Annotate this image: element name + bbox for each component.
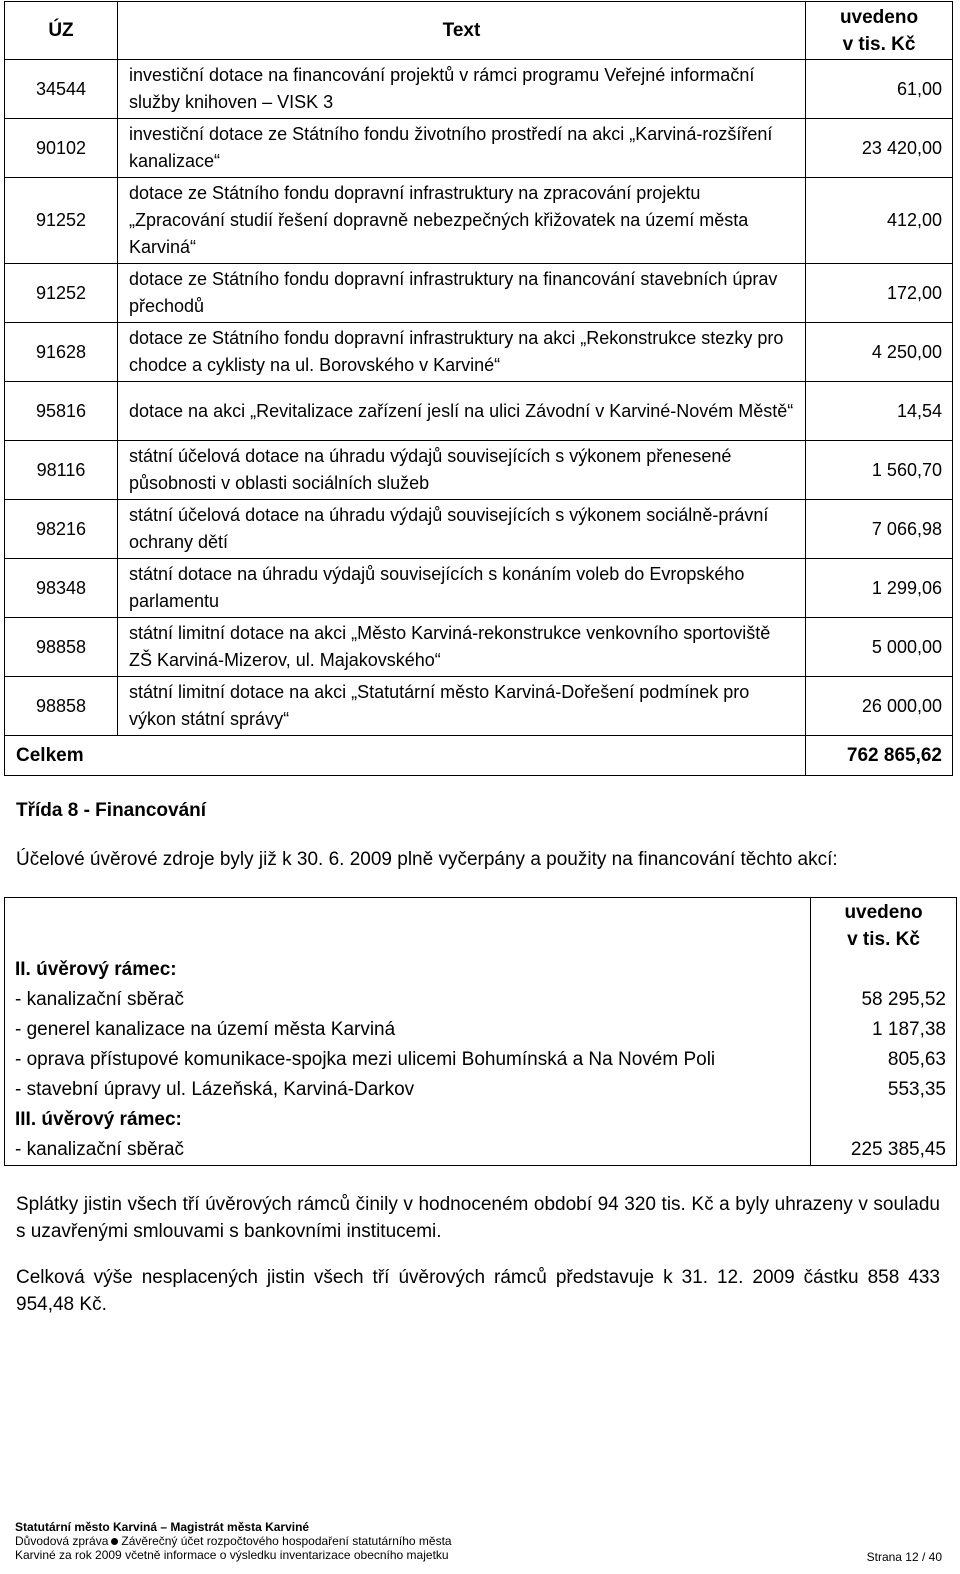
table-row (5, 264, 953, 323)
row-code: 91252 (5, 178, 118, 264)
credit-header-line1: uvedeno (844, 902, 923, 923)
credit-amount: 553,35 (811, 1075, 957, 1105)
row-amount: 61,00 (806, 60, 953, 119)
credit-table-header (5, 898, 957, 956)
credit-header-line2: v tis. Kč (847, 929, 920, 950)
credit-amount: 805,63 (811, 1045, 957, 1075)
footer-line1: Statutární město Karviná – Magistrát města Karviné (15, 1520, 310, 1534)
row-amount: 14,54 (806, 382, 953, 441)
list-item (5, 1045, 957, 1075)
row-text: státní limitní dotace na akci „Město Karviná-rekonstrukce venkovního sportoviště ZŠ Karviná-Mizerov, ul. Majakovského“ (118, 618, 806, 677)
row-amount: 412,00 (806, 178, 953, 264)
header-text: Text (118, 2, 806, 60)
table-row (5, 178, 953, 264)
row-amount: 5 000,00 (806, 618, 953, 677)
credit-amount: 58 295,52 (811, 985, 957, 1015)
header-amount-line2: v tis. Kč (842, 33, 916, 55)
header-code: ÚZ (5, 2, 118, 60)
row-amount: 26 000,00 (806, 677, 953, 736)
row-text: investiční dotace na financování projektů v rámci programu Veřejné informační služby knihoven – VISK 3 (118, 60, 806, 119)
credit-table (4, 897, 957, 1166)
table-row (5, 677, 953, 736)
credit-amount (811, 1105, 957, 1135)
footer-line2a: Důvodová zpráva (15, 1534, 109, 1548)
credit-label: - kanalizační sběrač (5, 1135, 811, 1166)
credit-header-empty (5, 898, 811, 956)
table-row (5, 323, 953, 382)
row-code: 90102 (5, 119, 118, 178)
row-code: 95816 (5, 382, 118, 441)
credit-amount: 225 385,45 (811, 1135, 957, 1166)
credit-amount (811, 955, 957, 985)
row-text: státní účelová dotace na úhradu výdajů souvisejících s výkonem přenesené působnosti v oblasti sociálních služeb (118, 441, 806, 500)
table-row (5, 559, 953, 618)
credit-label: - stavební úpravy ul. Lázeňská, Karviná-Darkov (5, 1075, 811, 1105)
row-code: 98858 (5, 618, 118, 677)
table-row (5, 500, 953, 559)
row-text: investiční dotace ze Státního fondu životního prostředí na akci „Karviná-rozšíření kanalizace“ (118, 119, 806, 178)
row-code: 34544 (5, 60, 118, 119)
total-amount: 762 865,62 (806, 736, 953, 776)
bullet-icon (111, 1538, 118, 1545)
footer-line3: Karviné za rok 2009 včetně informace o výsledku inventarizace obecního majetku (15, 1548, 449, 1562)
credit-label: II. úvěrový rámec: (5, 955, 811, 985)
subsidy-table-header (5, 2, 953, 60)
credit-label: - oprava přístupové komunikace-spojka mezi ulicemi Bohumínská a Na Novém Poli (5, 1045, 811, 1075)
total-label: Celkem (5, 736, 806, 776)
row-code: 98216 (5, 500, 118, 559)
footer-line2 (15, 1534, 452, 1548)
page-footer (15, 1520, 452, 1562)
list-item (5, 1105, 957, 1135)
intro-paragraph: Účelové úvěrové zdroje byly již k 30. 6. 2009 plně vyčerpány a použity na financování těchto akcí: (16, 849, 838, 870)
row-text: dotace ze Státního fondu dopravní infrastruktury na financování stavebních úprav přechodů (118, 264, 806, 323)
row-amount: 172,00 (806, 264, 953, 323)
list-item (5, 1075, 957, 1105)
section-heading: Třída 8 - Financování (16, 800, 207, 821)
unpaid-total-paragraph: Celková výše nesplacených jistin všech tří úvěrových rámců představuje k 31. 12. 2009 částku 858 433 954,48 Kč. (16, 1267, 940, 1315)
credit-amount: 1 187,38 (811, 1015, 957, 1045)
total-row (5, 736, 953, 776)
credit-label: - kanalizační sběrač (5, 985, 811, 1015)
row-code: 98858 (5, 677, 118, 736)
row-code: 98348 (5, 559, 118, 618)
credit-header-amount (811, 898, 957, 956)
row-code: 98116 (5, 441, 118, 500)
row-text: státní dotace na úhradu výdajů souvisejících s konáním voleb do Evropského parlamentu (118, 559, 806, 618)
page-number: Strana 12 / 40 (866, 1550, 942, 1564)
table-row (5, 60, 953, 119)
table-row (5, 119, 953, 178)
row-amount: 4 250,00 (806, 323, 953, 382)
footer-line2b: Závěrečný účet rozpočtového hospodaření statutárního města (121, 1534, 452, 1548)
row-amount: 23 420,00 (806, 119, 953, 178)
credit-label: III. úvěrový rámec: (5, 1105, 811, 1135)
list-item (5, 985, 957, 1015)
row-text: státní limitní dotace na akci „Statutární město Karviná-Dořešení podmínek pro výkon státní správy“ (118, 677, 806, 736)
row-amount: 7 066,98 (806, 500, 953, 559)
row-text: dotace ze Státního fondu dopravní infrastruktury na zpracování projektu „Zpracování studií řešení dopravně nebezpečných křižovatek na území města Karviná“ (118, 178, 806, 264)
subsidy-table (4, 1, 953, 776)
credit-label: - generel kanalizace na území města Karviná (5, 1015, 811, 1045)
header-amount (806, 2, 953, 60)
table-row (5, 382, 953, 441)
list-item (5, 1015, 957, 1045)
list-item (5, 955, 957, 985)
row-text: dotace na akci „Revitalizace zařízení jeslí na ulici Závodní v Karviné-Novém Městě“ (118, 382, 806, 441)
row-text: dotace ze Státního fondu dopravní infrastruktury na akci „Rekonstrukce stezky pro chodce a cyklisty na ul. Borovského v Karviné“ (118, 323, 806, 382)
row-amount: 1 560,70 (806, 441, 953, 500)
row-code: 91252 (5, 264, 118, 323)
table-row (5, 441, 953, 500)
table-row (5, 618, 953, 677)
row-amount: 1 299,06 (806, 559, 953, 618)
row-text: státní účelová dotace na úhradu výdajů souvisejících s výkonem sociálně-právní ochrany dětí (118, 500, 806, 559)
header-amount-line1: uvedeno (839, 6, 919, 28)
row-code: 91628 (5, 323, 118, 382)
list-item (5, 1135, 957, 1166)
installments-paragraph: Splátky jistin všech tří úvěrových rámců činily v hodnoceném období 94 320 tis. Kč a byly uhrazeny v souladu s uzavřenými smlouvami s bankovními institucemi. (16, 1194, 940, 1242)
